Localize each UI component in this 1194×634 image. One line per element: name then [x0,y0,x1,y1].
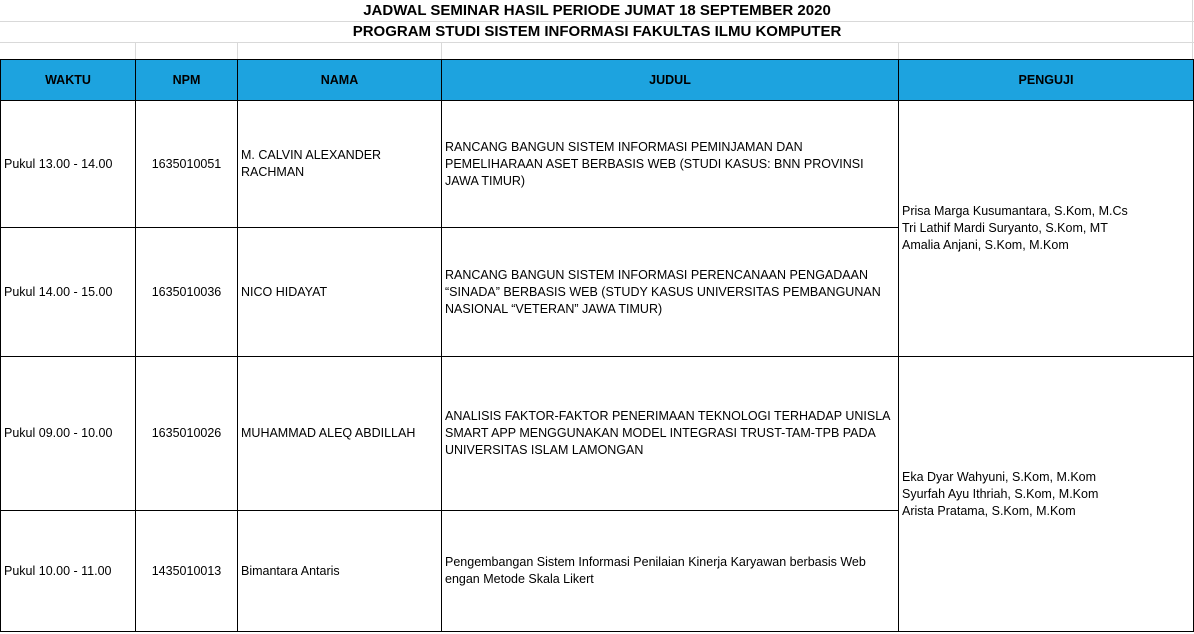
program-title: PROGRAM STUDI SISTEM INFORMASI FAKULTAS ILMU KOMPUTER [352,23,842,40]
cell-judul: RANCANG BANGUN SISTEM INFORMASI PERENCANAAN PENGADAAN “SINADA” BERBASIS WEB (STUDY KASUS UNIVERSITAS PEMBANGUNAN NASIONAL “VETERAN” JAWA TIMUR) [442,228,899,357]
gridline [0,42,1194,43]
cell-npm: 1635010036 [136,228,238,357]
table-row [1,101,1194,228]
header-row [1,60,1194,101]
cell-penguji-group-2 [899,357,1194,632]
gridline [237,42,238,59]
schedule-table [0,59,1194,632]
cell-nama: Bimantara Antaris [238,511,442,632]
penguji-name: Arista Pratama, S.Kom, M.Kom [902,503,1076,518]
gridline [441,42,442,59]
penguji-name: Tri Lathif Mardi Suryanto, S.Kom, MT [902,221,1108,235]
penguji-name: Prisa Marga Kusumantara, S.Kom, M.Cs [902,204,1128,218]
gridline [135,42,136,59]
cell-judul: RANCANG BANGUN SISTEM INFORMASI PEMINJAMAN DAN PEMELIHARAAN ASET BERBASIS WEB (STUDI KASUS: BNN PROVINSI JAWA TIMUR) [442,101,899,228]
cell-waktu: Pukul 10.00 - 11.00 [1,511,136,632]
cell-waktu: Pukul 14.00 - 15.00 [1,228,136,357]
penguji-name: Eka Dyar Wahyuni, S.Kom, M.Kom [902,469,1097,484]
header-nama: NAMA [238,60,442,101]
cell-npm: 1435010013 [136,511,238,632]
header-penguji: PENGUJI [899,60,1194,101]
cell-penguji-group-1 [899,101,1194,357]
cell-waktu: Pukul 13.00 - 14.00 [1,101,136,228]
cell-npm: 1635010051 [136,101,238,228]
table-row [1,357,1194,511]
header-npm: NPM [136,60,238,101]
cell-nama: MUHAMMAD ALEQ ABDILLAH [238,357,442,511]
cell-nama: NICO HIDAYAT [238,228,442,357]
schedule-title: JADWAL SEMINAR HASIL PERIODE JUMAT 18 SEPTEMBER 2020 [363,2,831,19]
header-waktu: WAKTU [1,60,136,101]
cell-judul: ANALISIS FAKTOR-FAKTOR PENERIMAAN TEKNOLOGI TERHADAP UNISLA SMART APP MENGGUNAKAN MODEL INTEGRASI TRUST-TAM-TPB PADA UNIVERSITAS ISLAM LAMONGAN [442,357,899,511]
penguji-name: Amalia Anjani, S.Kom, M.Kom [902,238,1069,252]
cell-npm: 1635010026 [136,357,238,511]
gridline [898,42,899,59]
cell-judul: Pengembangan Sistem Informasi Penilaian Kinerja Karyawan berbasis Web engan Metode Skala Likert [442,511,899,632]
header-judul: JUDUL [442,60,899,101]
cell-waktu: Pukul 09.00 - 10.00 [1,357,136,511]
cell-nama: M. CALVIN ALEXANDER RACHMAN [238,101,442,228]
penguji-name: Syurfah Ayu Ithriah, S.Kom, M.Kom [902,486,1099,501]
